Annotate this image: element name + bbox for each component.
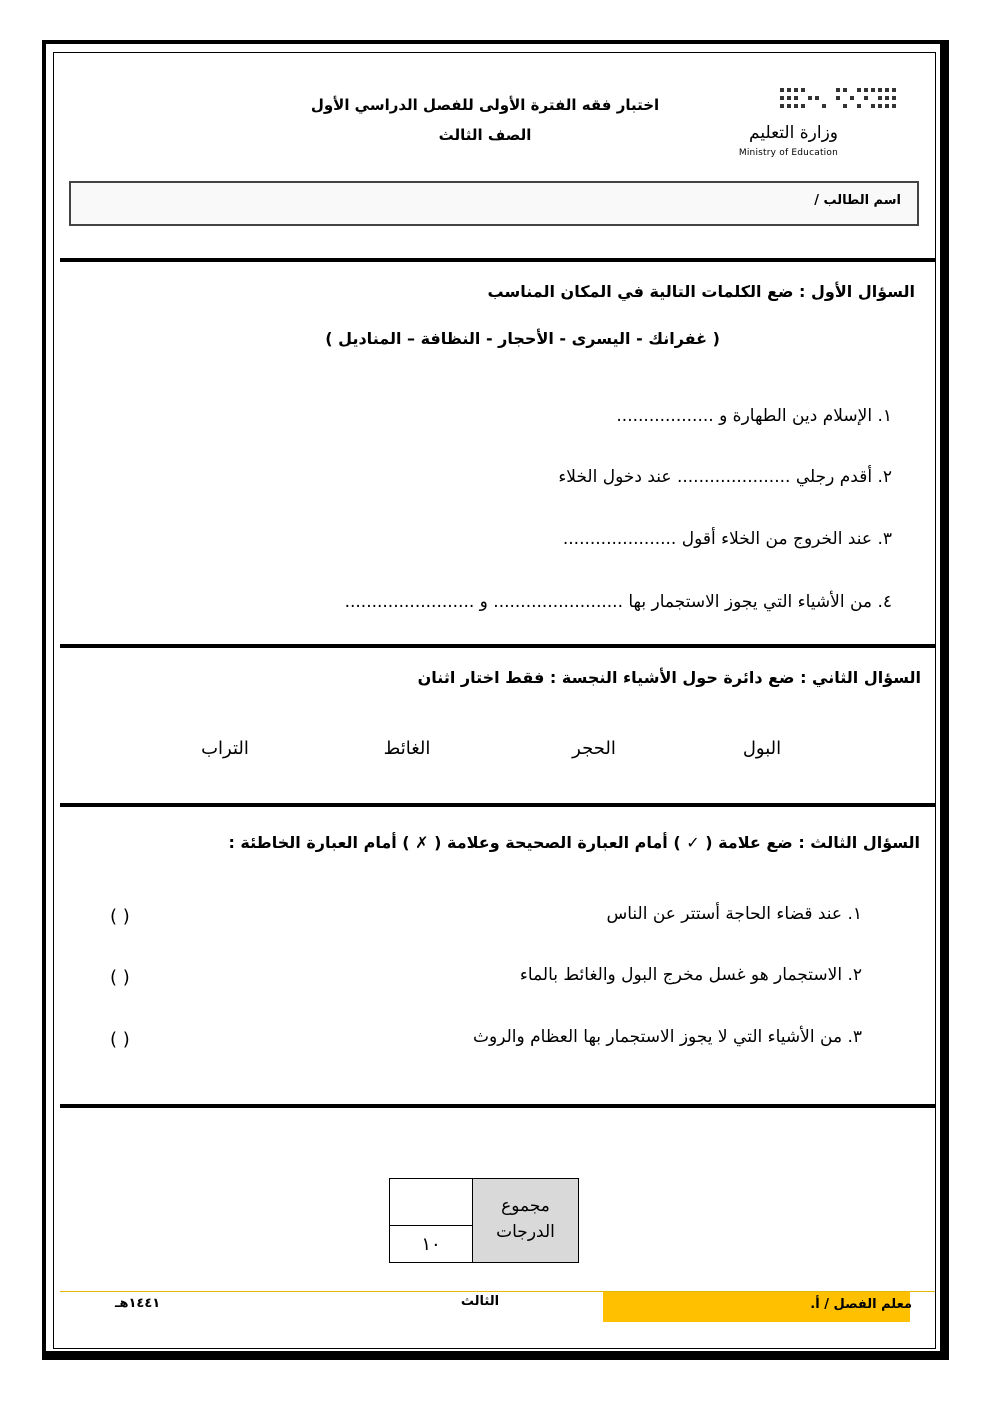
q1-word-bank: ( غفرانك - اليسرى - الأحجار - النظافة – المناديل ) bbox=[325, 329, 720, 348]
q1-item: ٤. من الأشياء التي يجوز الاستجمار بها ........................ و ........................ bbox=[344, 592, 892, 612]
q2-choice[interactable]: الغائط bbox=[383, 738, 431, 759]
score-total: ١٠ bbox=[421, 1234, 441, 1255]
ministry-name-english: Ministry of Education bbox=[738, 148, 838, 158]
q2-choice[interactable]: التراب bbox=[201, 738, 249, 759]
q3-answer-box[interactable]: ( ) bbox=[110, 1029, 130, 1050]
student-name-field[interactable] bbox=[69, 181, 919, 226]
score-table bbox=[389, 1178, 579, 1263]
exam-title: اختبار فقه الفترة الأولى للفصل الدراسي الأول bbox=[310, 96, 660, 114]
q3-answer-box[interactable]: ( ) bbox=[110, 967, 130, 988]
score-label: مجموع الدرجات bbox=[473, 1179, 578, 1262]
divider bbox=[60, 258, 935, 262]
divider bbox=[60, 803, 935, 807]
divider bbox=[60, 1104, 935, 1108]
q2-choice[interactable]: الحجر bbox=[572, 738, 616, 759]
grade-title: الصف الثالث bbox=[438, 126, 532, 144]
q3-item: ١. عند قضاء الحاجة أستتر عن الناس bbox=[606, 904, 862, 924]
student-name-label: اسم الطالب / bbox=[814, 193, 901, 208]
ministry-logo-icon bbox=[778, 86, 898, 116]
q2-title: السؤال الثاني : ضع دائرة حول الأشياء النجسة : فقط اختار اثنان bbox=[417, 668, 921, 687]
q1-item: ٣. عند الخروج من الخلاء أقول ..................... bbox=[562, 529, 892, 549]
q3-answer-box[interactable]: ( ) bbox=[110, 906, 130, 927]
footer-grade: الثالث bbox=[460, 1294, 500, 1309]
q3-item: ٣. من الأشياء التي لا يجوز الاستجمار بها العظام والروث bbox=[473, 1027, 862, 1047]
q3-item: ٢. الاستجمار هو غسل مخرج البول والغائط بالماء bbox=[519, 965, 862, 985]
divider bbox=[60, 644, 935, 648]
score-obtained-cell[interactable] bbox=[390, 1179, 472, 1226]
footer-year: ١٤٤١هـ bbox=[115, 1296, 161, 1311]
teacher-label: معلم الفصل / أ. bbox=[810, 1297, 912, 1312]
q2-choice[interactable]: البول bbox=[742, 738, 782, 759]
page-border-inner bbox=[53, 52, 936, 1349]
q1-item: ١. الإسلام دين الطهارة و .................. bbox=[616, 406, 892, 426]
q1-title: السؤال الأول : ضع الكلمات التالية في المكان المناسب bbox=[487, 282, 915, 301]
ministry-name-arabic: وزارة التعليم bbox=[749, 123, 838, 143]
q1-item: ٢. أقدم رجلي ..................... عند دخول الخلاء bbox=[558, 467, 892, 487]
q3-title: السؤال الثالث : ضع علامة ( ✓ ) أمام العبارة الصحيحة وعلامة ( ✗ ) أمام العبارة الخاطئة : bbox=[228, 833, 920, 852]
